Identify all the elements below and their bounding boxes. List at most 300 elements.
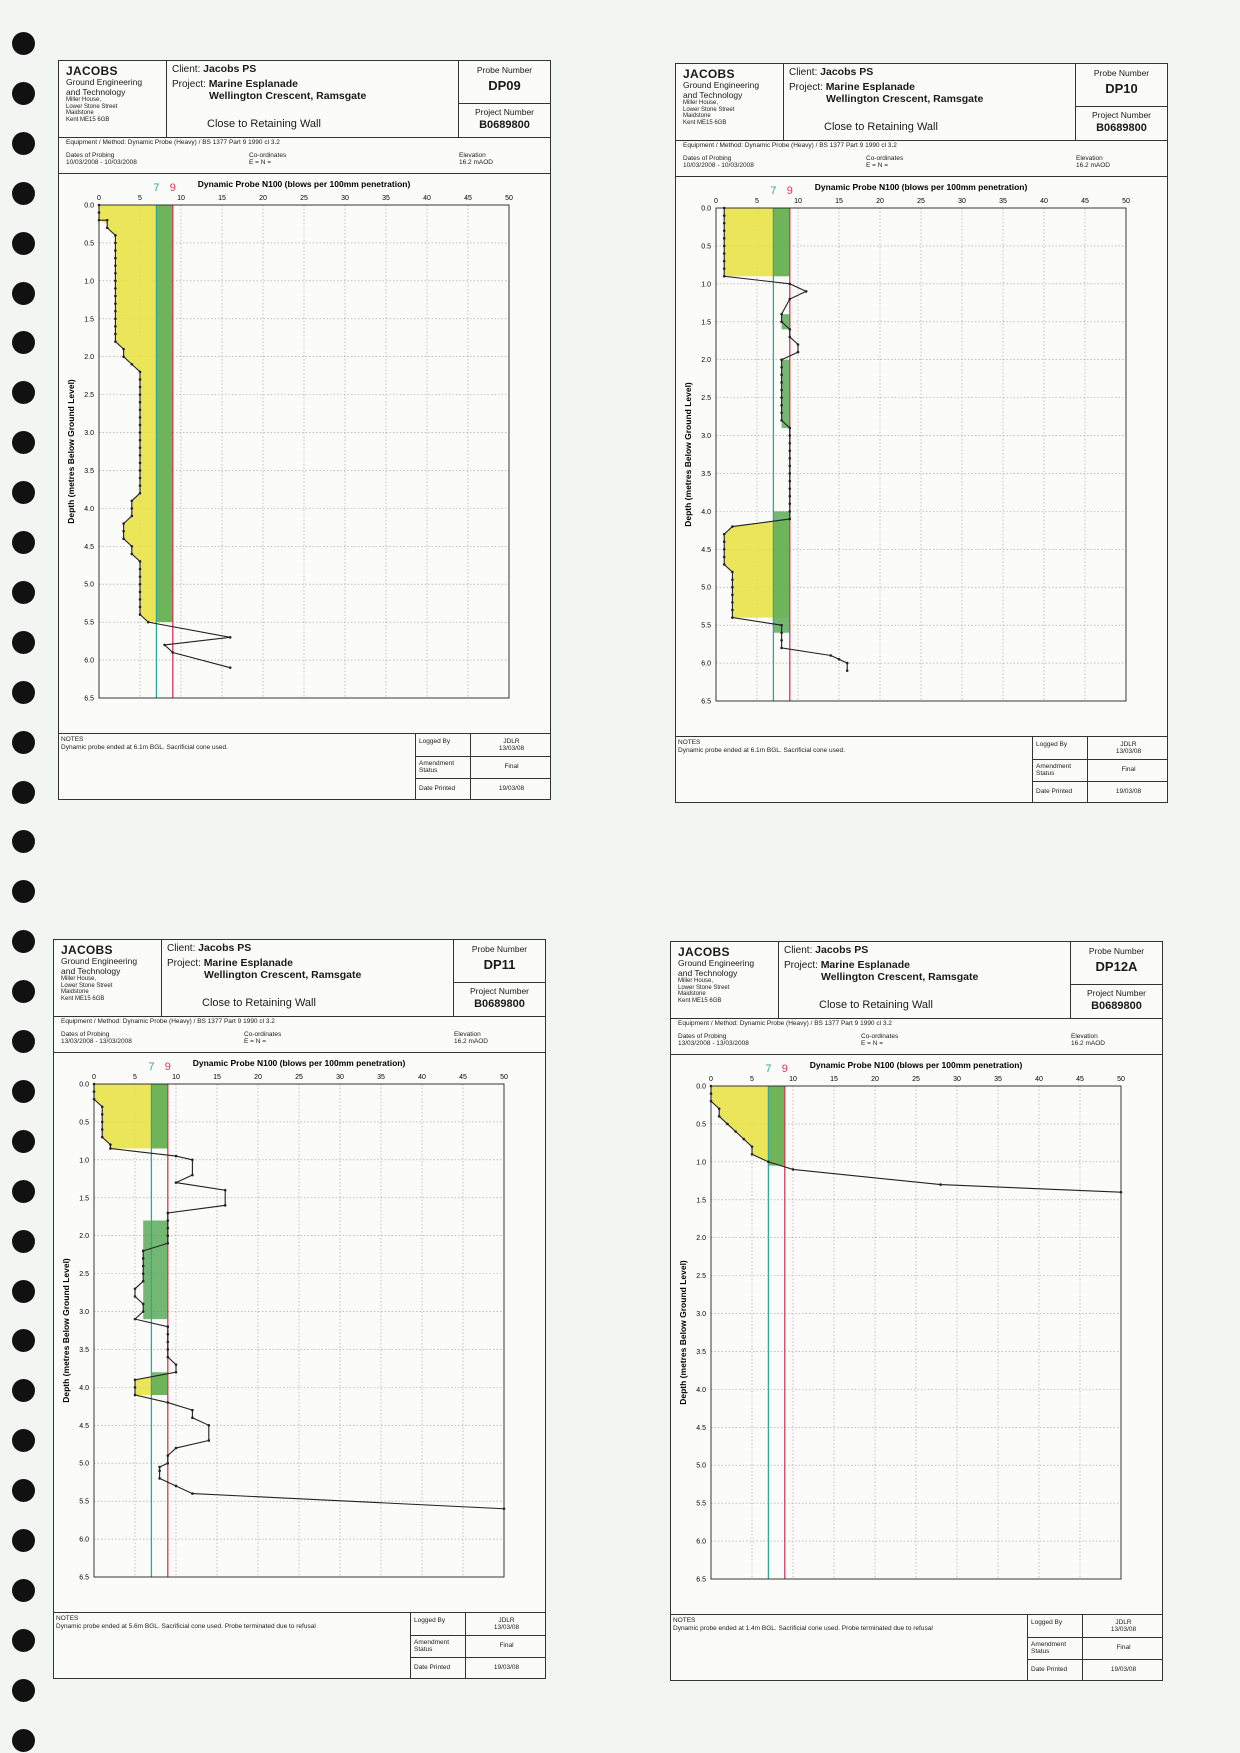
probe-data-point (229, 666, 232, 669)
probe-data-point (723, 229, 726, 232)
probe-data-point (780, 381, 783, 384)
probe-data-point (101, 1136, 104, 1139)
probe-data-point (109, 1143, 112, 1146)
probe-data-point (167, 1242, 170, 1245)
x-tick-label: 25 (295, 1074, 303, 1081)
probe-data-point (224, 1204, 227, 1207)
sign-off-table (415, 734, 551, 800)
binder-hole (12, 1080, 35, 1103)
probe-chart (676, 176, 1167, 736)
company-address: Kent ME15 6GB (61, 995, 105, 1002)
amendment-label-2: Status (414, 1646, 433, 1653)
coordinates-label: Co-ordinates (249, 152, 287, 159)
logged-by-date: 13/03/08 (493, 1624, 520, 1631)
equipment-method: Equipment / Method: Dynamic Probe (Heavy) / BS 1377 Part 9 1990 cl 3.2 (66, 139, 280, 146)
logged-by-label: Logged By (1028, 1615, 1083, 1637)
highlighted-band (151, 1084, 167, 1148)
binder-hole (12, 631, 35, 654)
y-tick-label: 3.0 (84, 430, 94, 438)
y-tick-label: 4.5 (701, 546, 711, 554)
sheet-header (59, 61, 550, 138)
probe-data-point (139, 439, 142, 442)
probe-data-point (780, 411, 783, 414)
amendment-label (416, 756, 471, 778)
elevation-value: 16.2 mAOD (454, 1038, 488, 1045)
chart-svg (676, 176, 1167, 736)
probe-data-point (106, 226, 109, 229)
logged-by-value (467, 1613, 546, 1635)
company-name: JACOBS (61, 943, 113, 957)
probe-data-point (139, 424, 142, 427)
probe-data-point (789, 480, 792, 483)
logged-by-initials: JDLR (503, 738, 520, 745)
x-tick-label: 35 (382, 195, 390, 202)
x-tick-label: 0 (97, 195, 101, 202)
date-printed-label: Date Printed (1033, 781, 1088, 803)
probe-data-point (167, 1341, 170, 1344)
probe-data-point (106, 219, 109, 222)
binder-hole (12, 581, 35, 604)
notes-label: NOTES (678, 739, 701, 746)
chart-title: Dynamic Probe N100 (blows per 100mm penetration) (197, 179, 411, 189)
y-tick-label: 2.5 (696, 1273, 706, 1281)
coordinates-label: Co-ordinates (866, 155, 904, 162)
binder-hole (12, 531, 35, 554)
probe-chart (671, 1054, 1162, 1614)
dates-of-probing (683, 155, 754, 169)
probe-data-point (139, 591, 142, 594)
amendment-label-2: Status (419, 767, 438, 774)
notes-label: NOTES (61, 736, 84, 743)
probe-data-point (98, 219, 101, 222)
probe-data-point (723, 245, 726, 248)
client-name: Jacobs PS (815, 944, 869, 956)
coordinates (244, 1031, 281, 1045)
company-address: Miller House, (66, 97, 102, 103)
client-name: Jacobs PS (203, 63, 257, 75)
probe-data-point (789, 495, 792, 498)
company-division-2: and Technology (61, 965, 121, 976)
probe-data-point (114, 333, 117, 336)
handwritten-annotation: 7 (765, 1063, 772, 1075)
probe-location: Close to Retaining Wall (819, 999, 933, 1011)
probe-data-point (723, 214, 726, 217)
probe-chart (54, 1052, 545, 1612)
y-tick-label: 5.5 (696, 1500, 706, 1508)
y-tick-label: 5.0 (84, 581, 94, 589)
x-tick-label: 45 (459, 1074, 467, 1081)
probe-data-point (101, 1105, 104, 1108)
project-name: Marine Esplanade (825, 81, 915, 93)
elevation (459, 152, 493, 166)
probe-data-point (780, 647, 783, 650)
project-name: Marine Esplanade (820, 959, 910, 971)
binder-hole (12, 431, 35, 454)
company-address: Maidstone (66, 110, 94, 117)
company-address: Lower Stone Street (66, 103, 118, 110)
dates-of-probing (61, 1031, 132, 1045)
company-address: Miller House, (683, 100, 719, 106)
elevation-value: 16.2 mAOD (1076, 162, 1110, 169)
probe-data-point (134, 1287, 137, 1290)
probe-data-point (167, 1462, 170, 1465)
notes-text: Dynamic probe ended at 5.6m BGL. Sacrificial cone used. Probe terminated due to refusal (56, 1622, 316, 1630)
logged-by-value (1084, 1615, 1163, 1637)
x-tick-label: 20 (254, 1074, 262, 1081)
probe-data-point (789, 298, 792, 301)
probe-data-point (789, 336, 792, 339)
amendment-value: Final (504, 763, 519, 770)
y-tick-label: 6.5 (84, 695, 94, 703)
probe-data-point (114, 340, 117, 343)
probe-data-point (167, 1227, 170, 1230)
probe-data-point (780, 366, 783, 369)
project-number-box (1071, 984, 1162, 1018)
probe-data-point (114, 302, 117, 305)
probe-number-box (1076, 64, 1167, 107)
elevation-value: 16.2 mAOD (459, 159, 493, 166)
y-tick-label: 1.5 (696, 1197, 706, 1205)
project-number: B0689800 (479, 119, 530, 131)
probe-data-point (723, 260, 726, 263)
coordinates-value: E = N = (861, 1040, 884, 1047)
y-axis-label: Depth (metres Below Ground Level) (66, 379, 76, 524)
binder-hole (12, 1280, 35, 1303)
dates-value: 10/03/2008 - 10/03/2008 (66, 159, 137, 166)
dates-of-probing (678, 1033, 749, 1047)
notes-text: Dynamic probe ended at 6.1m BGL. Sacrificial cone used. (61, 743, 228, 751)
y-tick-label: 0.0 (79, 1081, 89, 1089)
amendment-value: Final (1116, 1644, 1131, 1651)
probe-number: DP10 (1105, 81, 1138, 96)
logged-by-label: Logged By (416, 734, 471, 756)
amendment-row (416, 756, 551, 779)
company-block (671, 942, 779, 1018)
probe-data-point (229, 636, 232, 639)
sheet-header (54, 940, 545, 1017)
probe-number-label: Probe Number (476, 65, 533, 75)
company-block (676, 64, 784, 140)
probe-data-point (139, 598, 142, 601)
x-tick-label: 35 (999, 198, 1007, 205)
probe-data-point (767, 1161, 770, 1164)
probe-data-point (93, 1098, 96, 1101)
project-number: B0689800 (474, 998, 525, 1010)
company-address: Lower Stone Street (678, 984, 730, 991)
probe-data-point (191, 1174, 194, 1177)
company-division-2: and Technology (678, 967, 738, 978)
sheet-footer (671, 1614, 1162, 1681)
amendment-row (1028, 1637, 1163, 1660)
probe-data-point (743, 1138, 746, 1141)
x-tick-label: 40 (423, 195, 431, 202)
x-tick-label: 30 (958, 198, 966, 205)
company-address: Maidstone (61, 989, 89, 996)
probe-location: Close to Retaining Wall (824, 121, 938, 133)
handwritten-annotation: 9 (786, 185, 793, 197)
coordinates (861, 1033, 898, 1047)
client-project-block (162, 940, 454, 1016)
elevation (1076, 155, 1110, 169)
binder-hole (12, 731, 35, 754)
y-axis-label: Depth (metres Below Ground Level) (678, 1260, 688, 1405)
probe-data-point (114, 234, 117, 237)
company-address: Maidstone (683, 113, 711, 120)
probe-data-point (789, 283, 792, 286)
amendment-label-1: Amendment (1031, 1641, 1067, 1648)
probe-number-box (454, 940, 545, 983)
x-tick-label: 0 (709, 1076, 713, 1083)
client-project-block (779, 942, 1071, 1018)
probe-data-point (139, 492, 142, 495)
probe-data-point (731, 594, 734, 597)
y-tick-label: 2.5 (84, 392, 94, 400)
probe-data-point (163, 644, 166, 647)
x-tick-label: 35 (994, 1076, 1002, 1083)
binder-hole (12, 331, 35, 354)
highlighted-band (782, 360, 790, 428)
probe-data-point (780, 320, 783, 323)
chart-svg (671, 1054, 1162, 1614)
notes-block (56, 1615, 411, 1630)
client-label: Client: (789, 67, 818, 78)
probe-data-point (780, 404, 783, 407)
probe-data-point (191, 1416, 194, 1419)
y-tick-label: 2.5 (79, 1271, 89, 1279)
notes-block (678, 739, 1033, 754)
probe-data-point (139, 416, 142, 419)
amendment-label-1: Amendment (419, 760, 455, 767)
probe-data-point (131, 553, 134, 556)
binder-hole (12, 1679, 35, 1702)
handwritten-annotation: 7 (153, 182, 160, 194)
probe-data-point (167, 1212, 170, 1215)
probe-chart (59, 173, 550, 733)
date-printed-label: Date Printed (416, 778, 471, 800)
probe-data-point (139, 606, 142, 609)
project-label: Project: (789, 82, 823, 93)
logged-by-row (1033, 737, 1168, 760)
chart-title: Dynamic Probe N100 (blows per 100mm penetration) (814, 182, 1028, 192)
x-tick-label: 5 (138, 195, 142, 202)
probe-data-point (98, 204, 101, 207)
probe-data-point (167, 1234, 170, 1237)
dates-of-probing (66, 152, 137, 166)
company-division: Ground Engineering (683, 80, 760, 90)
notes-text: Dynamic probe ended at 6.1m BGL. Sacrificial cone used. (678, 746, 845, 754)
x-tick-label: 45 (464, 195, 472, 202)
sign-off-table (1032, 737, 1168, 803)
probe-data-point (1120, 1191, 1123, 1194)
y-tick-label: 0.5 (696, 1121, 706, 1129)
y-tick-label: 0.5 (79, 1119, 89, 1127)
project-name: Marine Esplanade (203, 957, 293, 969)
probe-data-point (191, 1159, 194, 1162)
x-tick-label: 5 (133, 1074, 137, 1081)
probe-data-point (731, 609, 734, 612)
probe-data-point (142, 1272, 145, 1275)
probe-data-point (167, 1333, 170, 1336)
x-tick-label: 0 (714, 198, 718, 205)
sheet-header (671, 942, 1162, 1019)
y-tick-label: 5.5 (79, 1498, 89, 1506)
coordinates-value: E = N = (244, 1038, 267, 1045)
project-number-label: Project Number (1086, 988, 1147, 998)
y-tick-label: 3.5 (79, 1346, 89, 1354)
probe-meta (676, 140, 1167, 177)
probe-data-point (142, 1310, 145, 1313)
x-tick-label: 40 (1035, 1076, 1043, 1083)
probe-data-point (780, 313, 783, 316)
probe-data-point (731, 571, 734, 574)
dates-label: Dates of Probing (66, 152, 115, 159)
probe-number-label: Probe Number (471, 944, 528, 954)
y-tick-label: 6.5 (79, 1574, 89, 1582)
logged-by-row (411, 1613, 546, 1636)
probe-data-point (175, 1447, 178, 1450)
y-tick-label: 4.5 (79, 1422, 89, 1430)
equipment-method: Equipment / Method: Dynamic Probe (Heavy) / BS 1377 Part 9 1990 cl 3.2 (61, 1018, 275, 1025)
probe-data-point (789, 434, 792, 437)
highlighted-band (143, 1221, 168, 1320)
y-tick-label: 0.0 (696, 1083, 706, 1091)
notes-label: NOTES (673, 1617, 696, 1624)
probe-data-point (139, 431, 142, 434)
date-printed-label: Date Printed (1028, 1659, 1083, 1681)
probe-data-point (131, 500, 134, 503)
probe-data-point (731, 525, 734, 528)
client-label: Client: (172, 64, 201, 75)
probe-data-point (114, 249, 117, 252)
binder-hole (12, 1579, 35, 1602)
binder-hole (12, 1729, 35, 1752)
probe-data-point (780, 419, 783, 422)
x-tick-label: 30 (341, 195, 349, 202)
y-axis-label: Depth (metres Below Ground Level) (61, 1258, 71, 1403)
probe-data-point (780, 624, 783, 627)
project-location: Wellington Crescent, Ramsgate (204, 969, 362, 981)
y-tick-label: 1.5 (84, 316, 94, 324)
logged-by-date: 13/03/08 (498, 745, 525, 752)
probe-data-point (147, 621, 150, 624)
date-printed-value: 19/03/08 (1110, 1666, 1137, 1673)
binder-hole (12, 830, 35, 853)
probe-data-point (208, 1439, 211, 1442)
probe-data-point (191, 1492, 194, 1495)
probe-number-box (1071, 942, 1162, 985)
probe-data-point (114, 264, 117, 267)
probe-data-point (167, 1454, 170, 1457)
logged-by-initials: JDLR (1120, 741, 1137, 748)
probe-data-point (134, 1295, 137, 1298)
amendment-label-2: Status (1036, 770, 1055, 777)
probe-data-point (131, 545, 134, 548)
probe-data-point (723, 207, 726, 210)
probe-data-point (139, 446, 142, 449)
binder-hole (12, 1429, 35, 1452)
binder-hole (12, 82, 35, 105)
project-number-box (454, 982, 545, 1016)
x-tick-label: 35 (377, 1074, 385, 1081)
probe-data-point (830, 654, 833, 657)
binder-hole (12, 681, 35, 704)
amendment-label (1028, 1637, 1083, 1659)
company-address: Kent ME15 6GB (66, 116, 110, 123)
logged-by-date: 13/03/08 (1115, 748, 1142, 755)
binder-hole (12, 132, 35, 155)
sheet-footer (59, 733, 550, 800)
probe-data-point (789, 457, 792, 460)
probe-location: Close to Retaining Wall (207, 118, 321, 130)
logged-by-initials: JDLR (1115, 1619, 1132, 1626)
binder-hole (12, 232, 35, 255)
probe-data-point (122, 537, 125, 540)
highlighted-band (156, 205, 172, 622)
binder-hole (12, 1180, 35, 1203)
y-tick-label: 4.0 (84, 505, 94, 513)
probe-number-label: Probe Number (1088, 946, 1145, 956)
probe-data-point (142, 1257, 145, 1260)
probe-data-point (805, 290, 808, 293)
y-tick-label: 6.5 (701, 698, 711, 706)
y-tick-label: 2.0 (84, 354, 94, 362)
x-tick-label: 15 (213, 1074, 221, 1081)
x-tick-label: 15 (218, 195, 226, 202)
company-division-2: and Technology (683, 89, 743, 100)
probe-data-point (139, 401, 142, 404)
probe-meta (54, 1016, 545, 1053)
y-tick-label: 0.0 (84, 202, 94, 210)
y-tick-label: 5.5 (701, 622, 711, 630)
probe-data-point (139, 378, 142, 381)
x-tick-label: 15 (835, 198, 843, 205)
binder-hole (12, 1130, 35, 1153)
probe-number: DP12A (1095, 959, 1138, 974)
project-name: Marine Esplanade (208, 78, 298, 90)
elevation-label: Elevation (1071, 1033, 1098, 1040)
y-tick-label: 3.0 (79, 1309, 89, 1317)
y-axis-label: Depth (metres Below Ground Level) (683, 382, 693, 527)
company-address: Lower Stone Street (61, 982, 113, 989)
elevation-label: Elevation (459, 152, 486, 159)
probe-data-point (139, 560, 142, 563)
probe-meta (671, 1018, 1162, 1055)
probe-data-point (789, 472, 792, 475)
logged-by-date: 13/03/08 (1110, 1626, 1137, 1633)
project-label: Project: (167, 958, 201, 969)
probe-data-point (723, 540, 726, 543)
elevation-value: 16.2 mAOD (1071, 1040, 1105, 1047)
probe-data-point (723, 563, 726, 566)
probe-data-point (731, 586, 734, 589)
chart-svg (59, 173, 550, 733)
project-location: Wellington Crescent, Ramsgate (826, 93, 984, 105)
company-address: Lower Stone Street (683, 106, 735, 113)
client-label: Client: (167, 943, 196, 954)
elevation (454, 1031, 488, 1045)
probe-data-point (131, 363, 134, 366)
probe-log-sheet (53, 939, 546, 1679)
probe-data-point (139, 386, 142, 389)
probe-data-point (208, 1424, 211, 1427)
probe-number-label: Probe Number (1093, 68, 1150, 78)
binder-hole (12, 980, 35, 1003)
company-address: Miller House, (678, 978, 714, 984)
equipment-method: Equipment / Method: Dynamic Probe (Heavy) / BS 1377 Part 9 1990 cl 3.2 (678, 1020, 892, 1027)
probe-data-point (134, 1318, 137, 1321)
probe-data-point (780, 374, 783, 377)
probe-data-point (175, 1485, 178, 1488)
